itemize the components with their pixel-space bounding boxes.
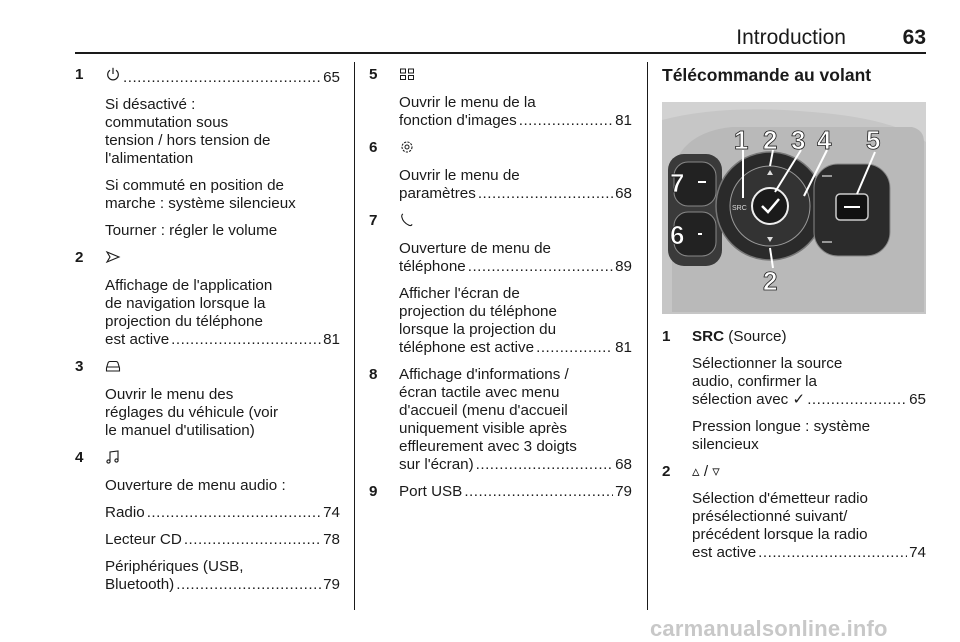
- page-number: 63: [902, 26, 926, 49]
- header-title: Introduction: [736, 26, 846, 49]
- section-title: Télécommande au volant: [662, 65, 872, 85]
- text-line: Sélection d'émetteur radio: [692, 490, 868, 507]
- paragraph: [105, 96, 340, 168]
- page-ref: 74: [323, 504, 340, 521]
- column-1: [75, 66, 340, 603]
- phone-icon: [399, 212, 415, 228]
- list-item-7: [369, 212, 632, 357]
- paragraph: [692, 418, 926, 454]
- callout-7: 7: [670, 168, 685, 198]
- item-number: 2: [662, 463, 671, 480]
- callout-2: 2: [763, 125, 778, 155]
- toc-text: sur l'écran): [399, 456, 474, 473]
- item-number: 1: [662, 328, 671, 345]
- item-number: 2: [75, 249, 84, 266]
- text-line: l'alimentation: [105, 150, 194, 167]
- toc-text: Radio: [105, 504, 145, 521]
- page-ref: 68: [615, 185, 632, 202]
- text-line: tension / hors tension de: [105, 132, 271, 149]
- toc-text: fonction d'images: [399, 112, 517, 129]
- column-divider-1: [354, 62, 355, 610]
- paragraph: [692, 490, 926, 562]
- toc-entry: [399, 456, 632, 474]
- list-item-5: [369, 66, 632, 130]
- page-ref: 78: [323, 531, 340, 548]
- toc-entry: [105, 576, 340, 594]
- steering-wheel-illustration: [662, 102, 926, 314]
- toc-entry: [399, 185, 632, 203]
- paragraph: [399, 167, 632, 203]
- paragraph: [692, 328, 926, 346]
- toc-text: téléphone: [399, 258, 466, 275]
- text-line: d'accueil (menu d'accueil: [399, 402, 568, 419]
- item-number: 6: [369, 139, 378, 156]
- src-label: SRC: [732, 205, 747, 212]
- icon-line: [105, 249, 340, 271]
- page-ref: 81: [323, 331, 340, 348]
- list-item-src: [662, 328, 926, 454]
- toc-entry: [105, 66, 340, 87]
- page-ref: 79: [323, 576, 340, 593]
- text-line: Affichage d'informations /: [399, 366, 569, 383]
- text-line: Afficher l'écran de: [399, 285, 520, 302]
- paragraph: [105, 477, 340, 495]
- page-ref: 89: [615, 258, 632, 275]
- page-ref: 74: [909, 544, 926, 561]
- paragraph: [399, 94, 632, 130]
- text-line: de navigation lorsque la: [105, 295, 266, 312]
- power-icon: [105, 66, 121, 82]
- item-number: 4: [75, 449, 84, 466]
- text-line: effleurement avec 3 doigts: [399, 438, 577, 455]
- text-line: projection du téléphone: [105, 313, 263, 330]
- paragraph: [105, 386, 340, 440]
- column-3: [662, 66, 926, 571]
- toc-text: Bluetooth): [105, 576, 175, 593]
- paragraph: [399, 366, 632, 474]
- list-item-4: [75, 449, 340, 594]
- text-line: Ouvrir le menu de: [399, 167, 520, 184]
- toc-entry: [692, 391, 926, 409]
- paragraph: [399, 240, 632, 276]
- page-ref: 81: [615, 112, 632, 129]
- icon-line: [399, 66, 632, 88]
- callout-6: 6: [670, 220, 685, 250]
- navigation-arrow-icon: [105, 249, 121, 265]
- toc-entry: [692, 544, 926, 562]
- page-ref: 79: [615, 483, 632, 500]
- text-line: Pression longue : système: [692, 418, 871, 435]
- text-line: présélectionné suivant/: [692, 508, 848, 525]
- toc-text: Lecteur CD: [105, 531, 182, 548]
- toc-entry: [399, 483, 632, 501]
- toc-entry: [105, 531, 340, 549]
- toc-text: sélection avec ✓: [692, 391, 806, 408]
- callout-5: 5: [866, 125, 881, 155]
- text-line: Si désactivé :: [105, 96, 196, 113]
- text-line: Ouvrir le menu des: [105, 386, 234, 403]
- src-bold: SRC: [692, 328, 725, 345]
- item-number: 5: [369, 66, 378, 83]
- item-number: 3: [75, 358, 84, 375]
- text-line: lorsque la projection du: [399, 321, 557, 338]
- toc-entry: [399, 339, 632, 357]
- text-line: Ouverture de menu audio :: [105, 477, 286, 494]
- text-line: projection du téléphone: [399, 303, 557, 320]
- paragraph: [105, 177, 340, 213]
- text-line: silencieux: [692, 436, 759, 453]
- text-line: marche : système silencieux: [105, 195, 296, 212]
- settings-gear-icon: [399, 139, 415, 155]
- paragraph: [692, 355, 926, 409]
- item-number: 1: [75, 66, 84, 83]
- column-2: [369, 66, 632, 510]
- text-line: réglages du véhicule (voir: [105, 404, 279, 421]
- list-item-2: [75, 249, 340, 349]
- list-item-8: [369, 366, 632, 474]
- page-ref: 65: [909, 391, 926, 408]
- text-line: Ouvrir le menu de la: [399, 94, 536, 111]
- text-line: audio, confirmer la: [692, 373, 817, 390]
- page-ref: 65: [323, 69, 340, 86]
- text-line: uniquement visible après: [399, 420, 568, 437]
- paragraph: [692, 463, 926, 481]
- page-ref: 81: [615, 339, 632, 356]
- text-line: commutation sous: [105, 114, 229, 131]
- callout-2-bottom: 2: [763, 266, 778, 296]
- toc-entry: [399, 112, 632, 130]
- text-line: Si commuté en position de: [105, 177, 284, 194]
- icon-line: [105, 449, 340, 471]
- paragraph: [105, 277, 340, 349]
- text-line: Périphériques (USB,: [105, 558, 244, 575]
- text-line: le manuel d'utilisation): [105, 422, 255, 439]
- list-item-1: [75, 66, 340, 240]
- icon-line: [399, 212, 632, 234]
- watermark-footer[interactable]: carmanualsonline.info: [650, 616, 888, 641]
- page-header: [75, 26, 926, 54]
- item-number: 8: [369, 366, 378, 383]
- item-number: 7: [369, 212, 378, 229]
- toc-text: paramètres: [399, 185, 476, 202]
- page-ref: 68: [615, 456, 632, 473]
- toc-text: est active: [105, 331, 170, 348]
- src-rest: (Source): [724, 328, 787, 345]
- text-line: Affichage de l'application: [105, 277, 273, 294]
- toc-text: téléphone est active: [399, 339, 535, 356]
- callout-1: 1: [734, 125, 749, 155]
- paragraph: [105, 222, 340, 240]
- text-line: [692, 328, 926, 346]
- text-line: Ouverture de menu de: [399, 240, 551, 257]
- icon-line: [399, 139, 632, 161]
- image-grid-icon: [399, 66, 415, 82]
- item-number: 9: [369, 483, 378, 500]
- icon-line: [105, 358, 340, 380]
- callout-3: 3: [791, 125, 806, 155]
- list-item-6: [369, 139, 632, 203]
- text-line: Sélectionner la source: [692, 355, 843, 372]
- toc-entry: [105, 504, 340, 522]
- text-line: Tourner : régler le volume: [105, 222, 278, 239]
- toc-entry: [399, 258, 632, 276]
- toc-text: est active: [692, 544, 757, 561]
- toc-entry: [105, 331, 340, 349]
- toc-text: Port USB: [399, 483, 463, 500]
- column-divider-2: [647, 62, 648, 610]
- callout-4: 4: [817, 125, 832, 155]
- seek-symbols: ▵ / ▿: [692, 463, 720, 480]
- text-line: écran tactile avec menu: [399, 384, 560, 401]
- list-item-9: [369, 483, 632, 501]
- paragraph: [105, 558, 340, 594]
- music-note-icon: [105, 449, 121, 465]
- text-line: précédent lorsque la radio: [692, 526, 868, 543]
- list-item-seek: [662, 463, 926, 562]
- car-icon: [105, 358, 121, 374]
- list-item-3: [75, 358, 340, 440]
- paragraph: [399, 285, 632, 357]
- steering-wheel-figure: [662, 102, 926, 314]
